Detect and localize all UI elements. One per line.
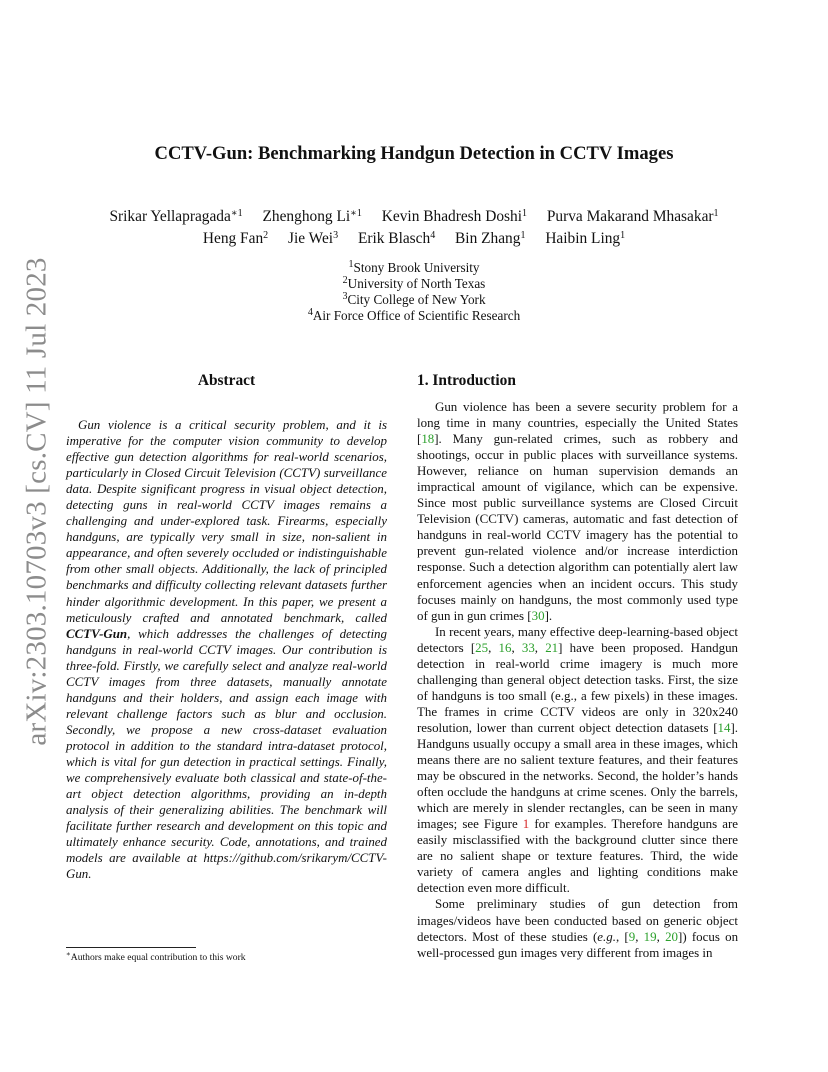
citation-link[interactable]: 16: [498, 639, 512, 655]
intro-paragraph-1: Gun violence has been a severe security problem for a long time in many countries, especially the United States [18]. Many gun-related crimes, such as robbery and shootings, occur in public places with surveillance systems. However, reliance on human supervision demands an impractical amount of vigilance, which can be expensive. Since most public surveillance systems are Closed Circuit Television (CCTV) cameras, automatic and fast detection of handguns in real-world CCTV imagery has the potential to prevent gun-related violence and/or increase interdiction response. Such a detection algorithm can potentially alert law enforcement agencies when an incident occurs. This study focuses mainly on handguns, the most commonly used type of gun in gun crimes [30].: [417, 399, 738, 623]
intro-paragraph-3: Some preliminary studies of gun detection from images/videos have been conducted based on generic object detectors. Most of these studies (e.g., [9, 19, 20]) focus on well-processed gun images very different from images in: [417, 896, 739, 960]
author: Heng Fan$^2$: [202, 230, 269, 247]
abstract-column: [66, 371, 387, 882]
introduction-heading: 1. Introduction: [417, 372, 516, 389]
author: Zhenghong $Li^{∗1}$: [262, 208, 362, 225]
affiliation: $^1$Stony Brook University: [348, 259, 480, 275]
intro-paragraph-2: In recent years, many effective deep-learning-based object detectors [25, 16, 33, 21] have been proposed. Handgun detection in real-world crime imagery is much more challenging than general object detection tasks. First, the size of handguns is too small (e.g., a few pixels) in these images. The frames in crime CCTV videos are only in 320x240 resolution, lower than current object detection datasets [14]. Handguns usually occupy a small area in these images, which means there are no salient texture features, and their features may be obscured in the networks. Second, the holder’s hands often occlude the handguns at crime scenes. Only the barrels, which are merely in slender rectangles, can be seen in many images; see Figure 1 for examples. Therefore handguns are easily misclassified with the background clutter since there are no salient shape or texture features. Third, the wide variety of camera angles and lighting conditions make detection even more difficult.: [417, 623, 739, 896]
author: Purva Makarand Mhasakar$^1$: [546, 208, 719, 225]
author-list: [60, 206, 768, 250]
affiliation: $^4$Air Force Office of Scientific Research: [307, 307, 521, 323]
affiliation: $^2$University of North Texas: [342, 275, 486, 291]
introduction-column: [417, 371, 738, 961]
citation-link[interactable]: 9: [628, 928, 636, 944]
citation-link[interactable]: 18: [421, 431, 435, 447]
citation-link[interactable]: 33: [521, 639, 535, 655]
citation-link[interactable]: 14: [717, 719, 731, 735]
arxiv-identifier-text: arXiv:2303.10703v3 [cs.CV] 11 Jul 2023: [20, 256, 53, 746]
citation-link[interactable]: 25: [475, 639, 489, 655]
abstract-heading: Abstract: [197, 372, 256, 389]
footnote: ∗Authors make equal contribution to this work: [66, 950, 246, 963]
affiliation-list: [0, 260, 828, 324]
figure-reference-link[interactable]: 1: [522, 816, 530, 832]
author: Bin Zhang$^1$: [455, 230, 526, 247]
author: Erik Blasch$^4$: [357, 230, 436, 247]
affiliation: $^3$City College of New York: [342, 291, 486, 307]
citation-link[interactable]: 19: [643, 928, 657, 944]
abstract-body: Gun violence is a critical security problem, and it is imperative for the computer vision community to develop effective gun detection algorithms for real-world scenarios, particularly in Closed Circuit Television (CCTV) surveillance data. Despite significant progress in visual object detection, detecting guns in real-world CCTV images remains a challenging and under-explored task. Firearms, especially handguns, are typically very small in size, non-salient in appearance, and often severely occluded or indistinguishable from other small objects. Additionally, the lack of principled benchmarks and difficulty collecting relevant datasets further hinder algorithmic development. In this paper, we present a meticulously crafted and annotated benchmark, called CCTV-Gun, which addresses the challenges of detecting handguns in real-world CCTV images. Our contribution is three-fold. Firstly, we carefully select and analyze real-world CCTV images from three datasets, manually annotate handguns and their holders, and assign each image with relevant challenge factors such as blur and occlusion. Secondly, we propose a new cross-dataset evaluation protocol in addition to the standard intra-dataset protocol, which is vital for gun detection in practical settings. Finally, we comprehensively evaluate both classical and state-of-the-art object detection algorithms, providing an in-depth analysis of their generalizing abilities. The benchmark will facilitate further research and development on this topic and ultimately enhance security. Code, annotations, and trained models are available at https://github.com/srikarym/CCTV-Gun.: [66, 417, 387, 882]
footnote-divider: [66, 947, 196, 948]
citation-link[interactable]: 21: [545, 639, 559, 655]
author: Haibin Ling$^1$: [545, 230, 626, 247]
benchmark-name: CCTV-Gun: [66, 625, 128, 641]
author: Kevin Bhadresh Doshi$^1$: [381, 208, 527, 225]
citation-link[interactable]: 30: [531, 607, 545, 623]
author: Srikar Yellapragada$^{∗1}$: [109, 208, 243, 225]
arxiv-identifier-stamp: [13, 256, 61, 746]
paper-title: CCTV-Gun: Benchmarking Handgun Detection in CCTV Images: [154, 143, 674, 164]
author-row-1: [60, 206, 768, 228]
author: Jie Wei$^3$: [288, 230, 339, 247]
citation-link[interactable]: 20: [665, 928, 679, 944]
author-row-2: [60, 228, 768, 250]
